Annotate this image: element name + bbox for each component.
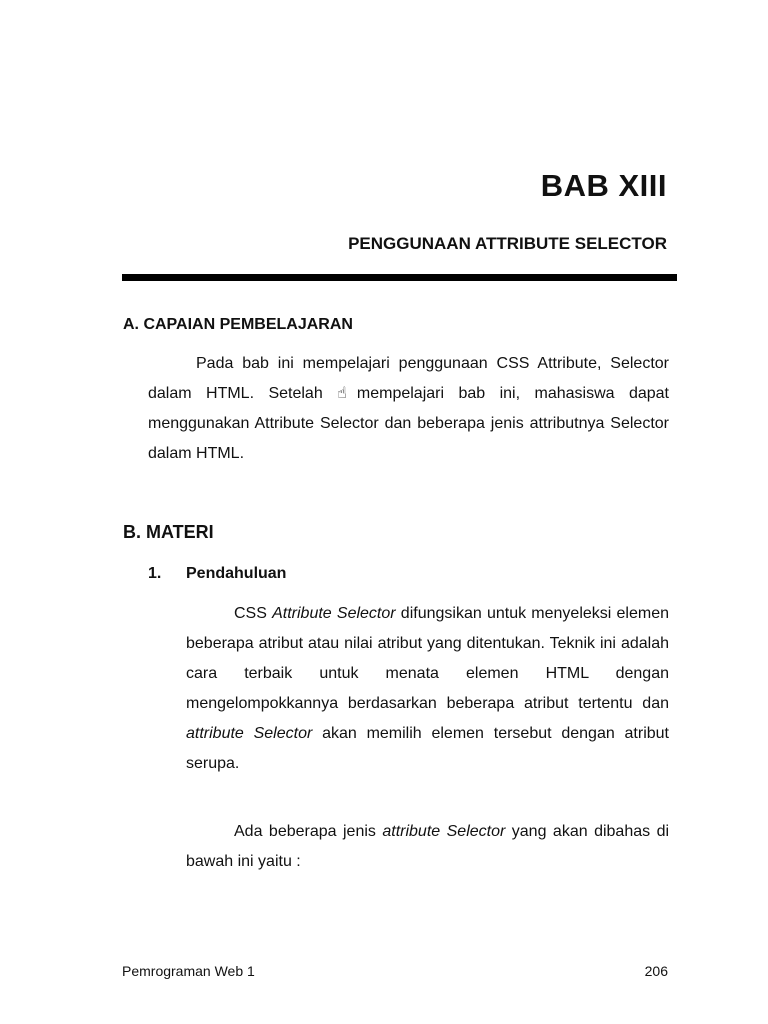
paragraph-2-text-1: Ada beberapa jenis <box>234 823 383 840</box>
paragraph-2-text-2: yang akan dibahas di bawah ini yaitu : <box>186 823 670 870</box>
subsection-heading <box>148 565 286 583</box>
section-a-paragraph <box>148 349 669 469</box>
section-b-heading: B. MATERI <box>123 522 214 542</box>
pendahuluan-paragraph-1 <box>186 599 669 779</box>
horizontal-rule <box>122 274 677 281</box>
paragraph-1-text-3: akan memilih elemen tersebut dengan atribut serupa. <box>186 725 669 772</box>
section-a-heading: A. CAPAIAN PEMBELAJARAN <box>123 316 353 333</box>
paragraph-2-italic-1: attribute Selector <box>382 823 506 840</box>
subsection-number: 1. <box>148 565 162 582</box>
subsection-title: Pendahuluan <box>186 565 287 582</box>
paragraph-1-text-1: CSS <box>234 605 273 622</box>
pendahuluan-paragraph-2 <box>186 817 669 877</box>
paragraph-1-text-2: difungsikan untuk menyeleksi elemen beberapa atribut atau nilai atribut yang ditentukan. Teknik ini adalah cara terbaik untuk menata elemen HTML dengan mengelompokkannya berdasarkan beberapa atribut tertentu dan <box>186 605 669 712</box>
paragraph-1-italic-2: attribute Selector <box>186 725 313 742</box>
footer-page-number: 206 <box>644 963 668 979</box>
footer-course-name: Pemrograman Web 1 <box>122 963 255 979</box>
section-a-text: Pada bab ini mempelajari penggunaan CSS Attribute, Selector dalam HTML. Setelah ☝mempelajari bab ini, mahasiswa dapat menggunakan Attribute Selector dan beberapa jenis attributnya Selector dalam HTML. <box>148 355 669 462</box>
paragraph-1-italic-1: Attribute Selector <box>272 605 396 622</box>
chapter-subtitle: PENGGUNAAN ATTRIBUTE SELECTOR <box>348 234 667 253</box>
chapter-title: BAB XIII <box>540 168 667 203</box>
